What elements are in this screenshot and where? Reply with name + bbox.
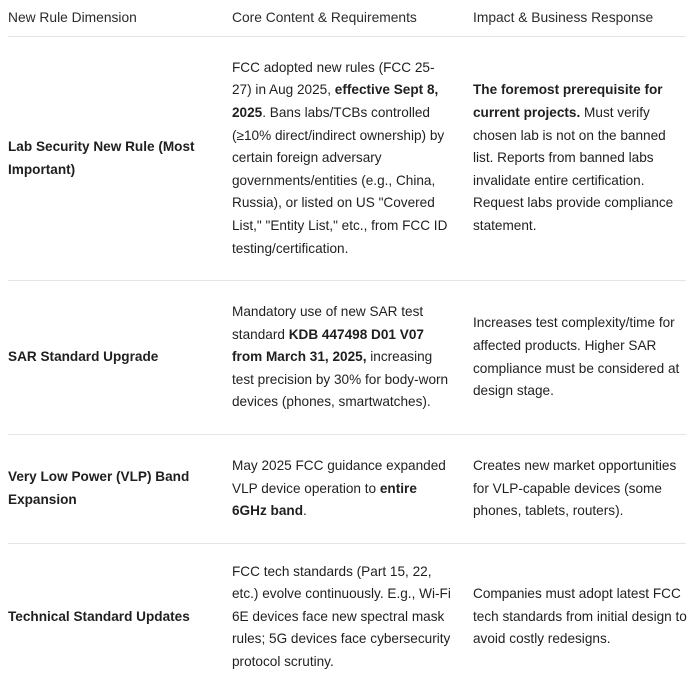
row-impact: The foremost prerequisite for current projects. Must verify chosen lab is not on the banned list. Reports from banned labs invalidate entire certification. Request labs provide compliance statement. [473, 82, 674, 233]
row-impact: Increases test complexity/time for affected products. Higher SAR compliance must be considered at design stage. [473, 315, 680, 399]
row-impact: Creates new market opportunities for VLP-capable devices (some phones, tablets, routers). [473, 458, 677, 519]
row-dimension: SAR Standard Upgrade [8, 349, 159, 365]
table-header [0, 0, 692, 36]
table-row [0, 435, 692, 543]
row-content: FCC adopted new rules (FCC 25-27) in Aug 2025, effective Sept 8, 2025. Bans labs/TCBs controlled (≥10% direct/indirect ownership) by certain foreign adversary governments/entities (e.g., China, Russia), or listed on US "Covered List," "Entity List," etc., from FCC ID testing/certification. [232, 59, 448, 256]
row-dimension: Technical Standard Updates [8, 608, 190, 624]
header-impact: Impact & Business Response [473, 9, 654, 25]
row-dimension: Lab Security New Rule (Most Important) [8, 138, 195, 177]
row-dimension: Very Low Power (VLP) Band Expansion [8, 469, 190, 507]
header-dimension: New Rule Dimension [8, 9, 137, 25]
table-row [0, 37, 692, 280]
table-row [0, 281, 692, 434]
row-content: May 2025 FCC guidance expanded VLP device operation to entire 6GHz band. [232, 458, 446, 519]
row-content: Mandatory use of new SAR test standard KDB 447498 D01 V07 from March 31, 2025, increasing test precision by 30% for body-worn devices (phones, smartwatches). [232, 304, 449, 410]
table-row [0, 544, 692, 690]
header-content: Core Content & Requirements [232, 9, 417, 25]
row-content: FCC tech standards (Part 15, 22, etc.) evolve continuously. E.g., Wi-Fi 6E devices face new spectral mask rules; 5G devices face cybersecurity protocol scrutiny. [232, 563, 451, 669]
row-impact: Companies must adopt latest FCC tech standards from initial design to avoid costly redesigns. [473, 586, 687, 647]
